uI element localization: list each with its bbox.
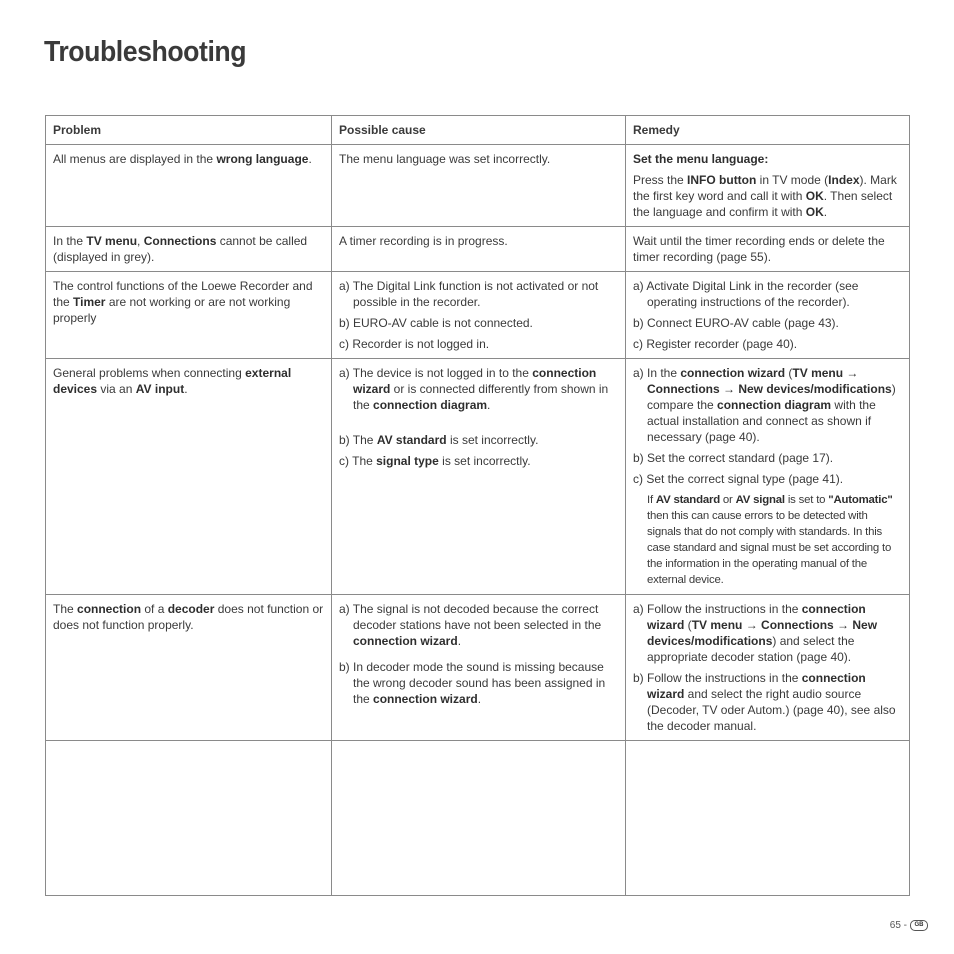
problem-cell: The control functions of the Loewe Recorder and the Timer are not working or are not working properly — [46, 272, 332, 359]
page-title: Troubleshooting — [44, 36, 247, 68]
automatic-note: If AV standard or AV signal is set to "Automatic" then this can cause errors to be detected with signals that do not comply with standards. In this case standard and signal must be set according to the information in the operating manual of the external device. — [647, 494, 893, 586]
troubleshooting-table — [45, 115, 910, 896]
problem-cell: The connection of a decoder does not function or does not function properly. — [46, 595, 332, 741]
cause-cell: a) The device is not logged in to the connection wizard or is connected differently from shown in the connection diagram. b) The AV standard is set incorrectly. c) The signal type is set incorrectly. — [332, 359, 626, 595]
header-remedy: Remedy — [626, 116, 910, 145]
page-number: 65 - — [889, 920, 907, 931]
empty-cell — [332, 741, 626, 896]
problem-cell: All menus are displayed in the wrong language. — [46, 145, 332, 227]
table-row — [46, 145, 910, 227]
problem-cell: General problems when connecting external devices via an AV input. — [46, 359, 332, 595]
cause-cell: a) The signal is not decoded because the correct decoder stations have not been selected in the connection wizard. b) In decoder mode the sound is missing because the wrong decoder sound has been assigned in the connection wizard. — [332, 595, 626, 741]
cause-cell: A timer recording is in progress. — [332, 227, 626, 272]
cause-cell: a) The Digital Link function is not activated or not possible in the recorder. b) EURO-AV cable is not connected. c) Recorder is not logged in. — [332, 272, 626, 359]
table-row — [46, 227, 910, 272]
cause-cell: The menu language was set incorrectly. — [332, 145, 626, 227]
table-row — [46, 359, 910, 595]
table-row — [46, 272, 910, 359]
header-cause: Possible cause — [332, 116, 626, 145]
header-problem: Problem — [46, 116, 332, 145]
problem-cell: In the TV menu, Connections cannot be called (displayed in grey). — [46, 227, 332, 272]
table-row — [46, 595, 910, 741]
page-footer — [890, 920, 928, 931]
remedy-cell: a) Activate Digital Link in the recorder (see operating instructions of the recorder). b) Connect EURO-AV cable (page 43). c) Register recorder (page 40). — [626, 272, 910, 359]
empty-cell — [626, 741, 910, 896]
gb-country-badge: GB — [910, 920, 928, 931]
remedy-cell: a) In the connection wizard (TV menu → Connections → New devices/modifications) compare the connection diagram with the actual installation and connect as shown if necessary (page 40). b) Set the correct standard (page 17). c) Set the correct signal type (page 41). If AV standard or AV signal is set to "Automatic" then this can cause errors to be detected with signals that do not comply with standards. In this case standard and signal must be set according to the information in the operating manual of the external device. — [626, 359, 910, 595]
remedy-cell: Set the menu language: Press the INFO button in TV mode (Index). Mark the first key word and call it with OK. Then select the language and confirm it with OK. — [626, 145, 910, 227]
remedy-cell: Wait until the timer recording ends or delete the timer recording (page 55). — [626, 227, 910, 272]
empty-table-row — [46, 741, 910, 896]
remedy-cell: a) Follow the instructions in the connection wizard (TV menu → Connections → New devices/modifications) and select the appropriate decoder station (page 40). b) Follow the instructions in the connection wizard and select the right audio source (Decoder, TV oder Autom.) (page 40), see also the decoder manual. — [626, 595, 910, 741]
empty-cell — [46, 741, 332, 896]
table-header-row — [46, 116, 910, 145]
